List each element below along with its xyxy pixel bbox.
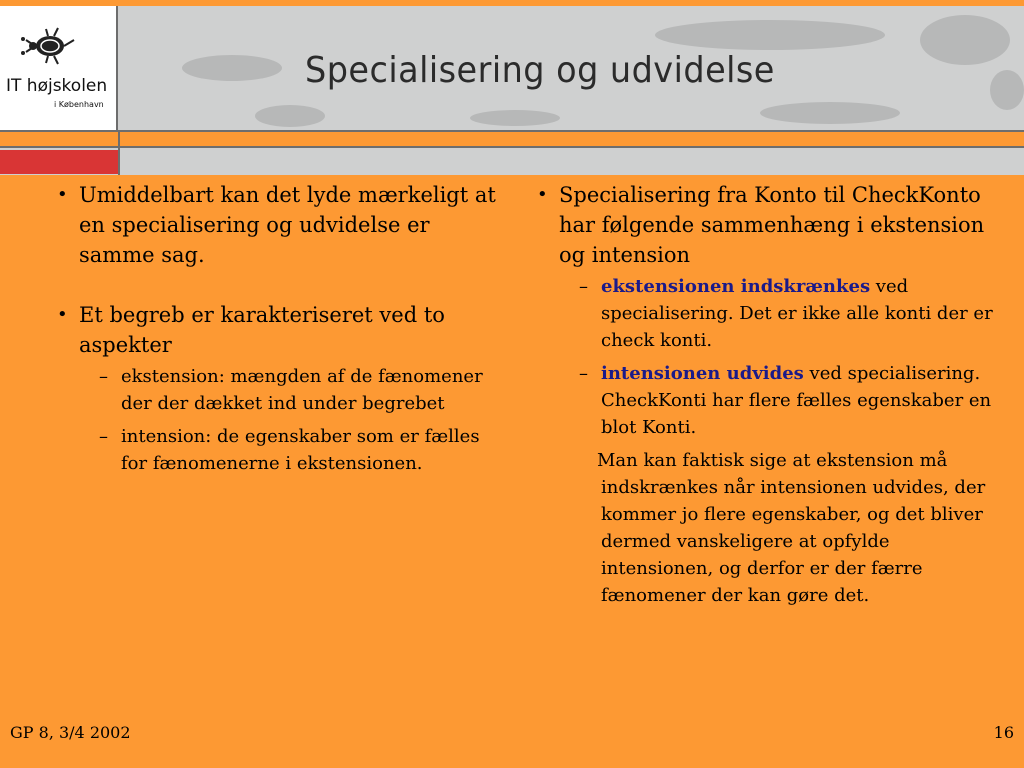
slide-title: Specialisering og udvidelse <box>305 50 775 91</box>
left-column <box>55 180 510 483</box>
highlight-term: intensionen udvides <box>601 363 804 384</box>
right-column <box>535 180 995 609</box>
decorative-blob <box>990 70 1024 110</box>
decorative-blob <box>655 20 885 50</box>
bullet-item <box>55 180 510 270</box>
logo-name: IT højskolen <box>6 76 108 96</box>
sub-bullet-item <box>559 273 995 354</box>
header-top-stripe <box>0 0 1024 6</box>
bullet-item <box>535 180 995 609</box>
sub-bullet-text: ved specialisering. Det er ikke alle konti der er check konti. <box>601 276 993 351</box>
sub-bullet-item <box>559 360 995 441</box>
logo-subtitle: i København <box>54 100 104 109</box>
page-number: 16 <box>993 723 1014 742</box>
header-red-block <box>0 150 118 174</box>
bullet-text: Specialisering fra Konto til CheckKonto har følgende sammenhæng i ekstension og intension <box>559 183 985 267</box>
decorative-blob <box>255 105 325 127</box>
sub-bullet-item: – intension: de egenskaber som er fælles for fænomenerne i ekstensionen. <box>79 423 510 477</box>
footer-date: GP 8, 3/4 2002 <box>10 723 131 742</box>
bullet-text: Et begreb er karakteriseret ved to aspekter <box>79 303 445 357</box>
highlight-term: ekstensionen indskrænkes <box>601 276 871 297</box>
decorative-blob <box>760 102 900 124</box>
header-divider <box>118 130 120 175</box>
logo <box>0 6 118 130</box>
bullet-text: Umiddelbart kan det lyde mærkeligt at en specialisering og udvidelse er samme sag. <box>79 183 496 267</box>
decorative-blob <box>182 55 282 81</box>
beetle-logo-icon <box>18 26 78 66</box>
decorative-blob <box>470 110 560 126</box>
note-paragraph: Man kan faktisk sige at ekstension må indskrænkes når intensionen udvides, der kommer jo flere egenskaber, og det bliver dermed vanskeligere at opfylde intensionen, og derfor er der færre fænomener der kan gøre det. <box>597 450 986 606</box>
slide-header <box>0 0 1024 175</box>
header-orange-band <box>0 130 1024 148</box>
decorative-blob <box>920 15 1010 65</box>
bullet-item <box>55 300 510 477</box>
sub-bullet-item: – ekstension: mængden af de fænomener der der dækket ind under begrebet <box>79 363 510 417</box>
sub-bullet-text: ved specialisering. CheckKonti har flere fælles egenskaber en blot Konti. <box>601 363 992 438</box>
